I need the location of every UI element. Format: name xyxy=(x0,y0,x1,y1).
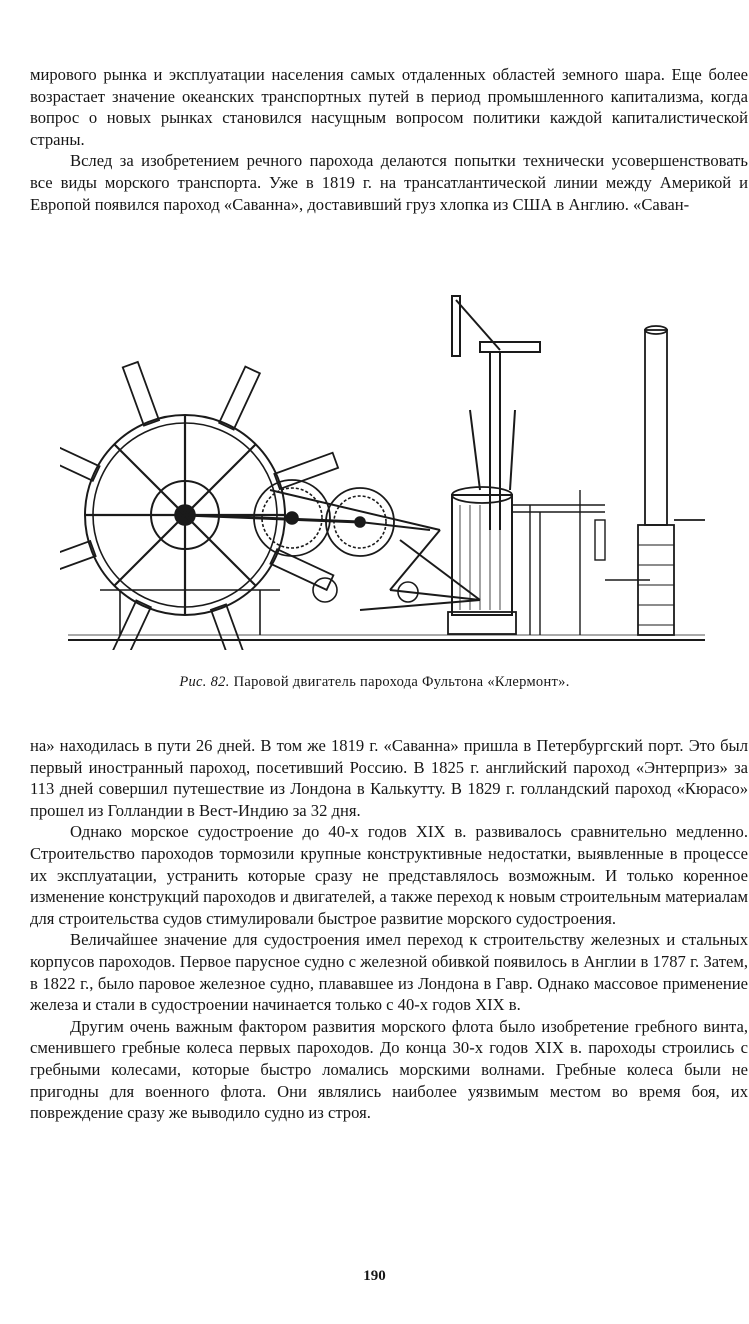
paragraph: на» находилась в пути 26 дней. В том же 1819 г. «Саванна» пришла в Петербургский порт. Это был первый иностранный пароход, посетивший Россию. В 1825 г. английский пароход «Энтерприз» за 113 дней совершил путешествие из Лондона в Калькутту. В 1829 г. голландский пароход «Кюрасо» прошел из Голландии в Вест-Индию за 32 дня. xyxy=(30,736,748,820)
paragraph: Вслед за изобретением речного парохода делаются попытки технически усовершенствовать все виды морского транспорта. Уже в 1819 г. на трансатлантической линии между Америкой и Европой появился пароход «Саванна», доставивший груз хлопка из США в Англию. «Саван- xyxy=(30,151,748,214)
steam-cylinder xyxy=(448,487,516,634)
text-block-bottom xyxy=(30,735,748,1124)
paragraph: Однако морское судостроение до 40-х годов XIX в. развивалось сравнительно медленно. Строительство пароходов тормозили крупные конструктивные недостатки, выявленные в процессе их эксплуатации, устранить которые сразу не представлялось возможным. И только коренное изменение конструкций пароходов и двигателей, а также переход к новым строительным материалам для строительства судов стимулировали быстрое развитие морского судостроения. xyxy=(30,822,748,928)
smoke-stack xyxy=(638,326,705,635)
paragraph: мирового рынка и эксплуатации населения самых отдаленных областей земного шара. Еще более возрастает значение океанских транспортных путей в период промышленного капитализма, когда вопрос о новых рынках становился насущным вопросом политики каждой капиталистической страны. xyxy=(30,65,748,149)
figure-caption xyxy=(0,674,749,691)
paragraph: Величайшее значение для судостроения имел переход к строительству железных и стальных корпусов пароходов. Первое парусное судно с железной обивкой появилось в Англии в 1787 г. Затем, в 1822 г., было паровое железное судно, плававшее из Лондона в Гавр. Однако массовое применение железа и стали в судостроении начинается только с 40-х годов XIX в. xyxy=(30,930,748,1015)
figure-number: Рис. 82. xyxy=(179,674,230,690)
page-number: 190 xyxy=(363,1268,386,1284)
text-block-top xyxy=(30,64,748,215)
paragraph: Другим очень важным фактором развития морского флота было изобретение гребного винта, сменившего гребные колеса первых пароходов. До конца 30-х годов XIX в. пароходы строились с гребными колесами, которые быстро ломались морскими волнами. Гребные колеса были не пригодны для военного флота. Они являлись наиболее уязвимым местом во время боя, их повреждение сразу же выводило судно из строя. xyxy=(30,1016,748,1123)
paddle-wheel xyxy=(60,362,338,650)
gear-train xyxy=(185,480,394,556)
engine-illustration xyxy=(60,290,710,650)
fulton-engine-drawing xyxy=(60,290,710,650)
figure-caption-text: Паровой двигатель парохода Фультона «Клермонт». xyxy=(233,674,570,690)
